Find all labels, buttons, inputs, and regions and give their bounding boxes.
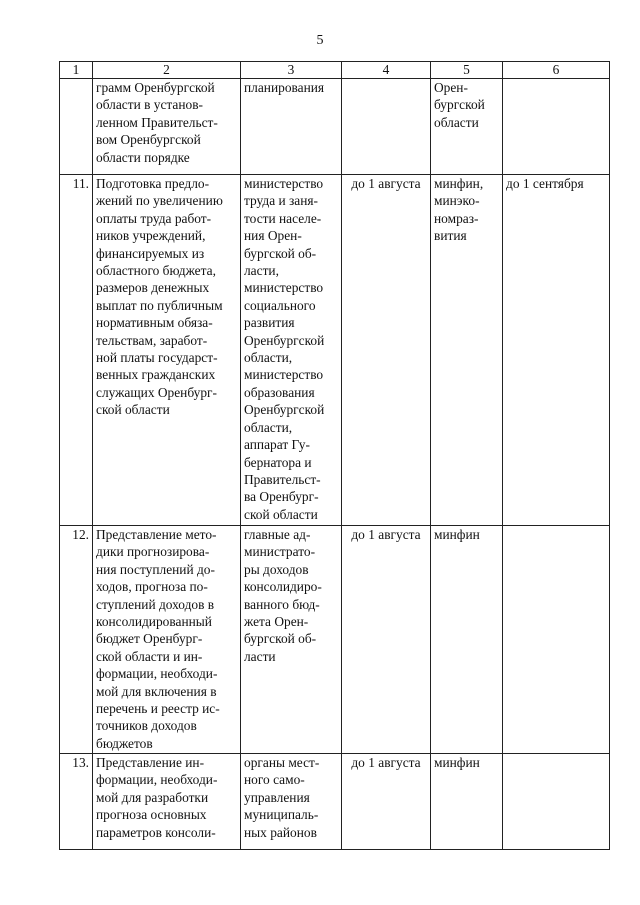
completion-deadline (503, 526, 610, 754)
completion-deadline (503, 754, 610, 850)
column-header-3: 3 (241, 62, 342, 79)
completion-deadline (503, 79, 610, 175)
column-header-6: 6 (503, 62, 610, 79)
table-row (60, 526, 610, 754)
row-number: 12. (60, 526, 93, 754)
executor: минфин, минэко- номраз- вития (431, 175, 503, 526)
column-header-4: 4 (342, 62, 431, 79)
task-description: Представление ин- формации, необходи- мой для разработки прогноза основных параметров консоли- (93, 754, 241, 850)
submission-deadline: до 1 августа (342, 526, 431, 754)
table-row (60, 175, 610, 526)
task-description: Представление мето- дики прогнозирова- ния поступлений до- ходов, прогноза по- ступлений доходов в консолидированный бюджет Оренбург- ской области и ин- формации, необходи- мой для включения в перечень и реестр ис- точников доходов бюджетов (93, 526, 241, 754)
responsible-bodies: органы мест- ного само- управления муниципаль- ных районов (241, 754, 342, 850)
responsible-bodies: планирования (241, 79, 342, 175)
column-header-1: 1 (60, 62, 93, 79)
submission-deadline: до 1 августа (342, 754, 431, 850)
column-header-5: 5 (431, 62, 503, 79)
executor: минфин (431, 526, 503, 754)
executor: минфин (431, 754, 503, 850)
responsible-bodies: главные ад- министрато- ры доходов консолидиро- ванного бюд- жета Орен- бургской об- ласти (241, 526, 342, 754)
responsible-bodies: министерство труда и заня- тости населе- ния Орен- бургской об- ласти, министерство социального развития Оренбургской области, министерство образования Оренбургской области, аппарат Гу- бернатора и Правительст- ва Оренбург- ской области (241, 175, 342, 526)
row-number: 11. (60, 175, 93, 526)
task-description: Подготовка предло- жений по увеличению оплаты труда работ- ников учреждений, финансируемых из областного бюджета, размеров денежных выплат по публичным нормативным обяза- тельствам, заработ- ной платы государст- венных гражданских служащих Оренбург- ской области (93, 175, 241, 526)
table-row (60, 754, 610, 850)
plan-table (59, 61, 610, 850)
page-number: 5 (316, 33, 324, 48)
table-header-row (60, 62, 610, 79)
completion-deadline: до 1 сентября (503, 175, 610, 526)
task-description: грамм Оренбургской области в установ- ленном Правительст- вом Оренбургской области порядке (93, 79, 241, 175)
row-number (60, 79, 93, 175)
table-row (60, 79, 610, 175)
executor: Орен- бургской области (431, 79, 503, 175)
row-number: 13. (60, 754, 93, 850)
column-header-2: 2 (93, 62, 241, 79)
submission-deadline: до 1 августа (342, 175, 431, 526)
submission-deadline (342, 79, 431, 175)
